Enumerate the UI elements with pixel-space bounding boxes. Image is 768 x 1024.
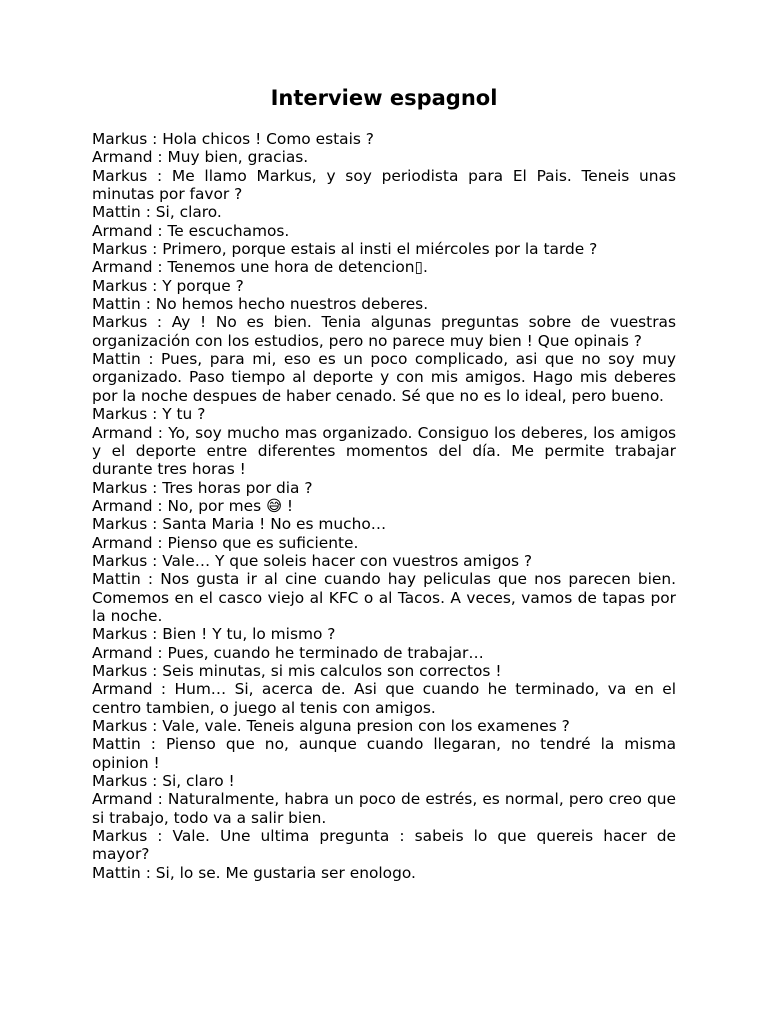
dialogue-line: Armand : Pienso que es suficiente. xyxy=(92,533,359,552)
dialogue-line: Markus : Seis minutas, si mis calculos son correctos ! xyxy=(92,661,502,680)
document-title: Interview espagnol xyxy=(270,86,498,110)
dialogue-line: Mattin : Si, lo se. Me gustaria ser enologo. xyxy=(92,863,416,882)
dialogue-line: Armand : Hum… Si, acerca de. Asi que cuando he terminado, va en el centro tambien, o juego al tenis con amigos. xyxy=(92,680,676,717)
dialogue-line: Markus : Vale, vale. Teneis alguna presion con los examenes ? xyxy=(92,717,570,735)
dialogue-line: Markus : Hola chicos ! Como estais ? xyxy=(92,130,374,148)
dialogue-line: Markus : Me llamo Markus, y soy periodista para El Pais. Teneis unas minutas por favor ? xyxy=(92,166,676,204)
dialogue-line: Markus : Si, claro ! xyxy=(92,772,235,791)
dialogue-line: Markus : Vale… Y que soleis hacer con vuestros amigos ? xyxy=(92,551,533,570)
dialogue-line: Markus : Y porque ? xyxy=(92,276,244,295)
dialogue-line: Markus : Tres horas por dia ? xyxy=(92,478,313,497)
dialogue-line: Mattin : Pues, para mi, eso es un poco complicado, asi que no soy muy organizado. Paso tiempo al deporte y con mis amigos. Hago mis deberes por la noche despues de haber cenado. Sé que no es lo ideal, pero bueno. xyxy=(92,350,676,405)
interview-dialogue xyxy=(92,130,676,882)
dialogue-line: Mattin : No hemos hecho nuestros deberes. xyxy=(92,295,429,314)
dialogue-line: Mattin : Pienso que no, aunque cuando llegaran, no tendré la misma opinion ! xyxy=(92,735,676,772)
dialogue-line: Markus : Vale. Une ultima pregunta : sabeis lo que quereis hacer de mayor? xyxy=(92,827,676,864)
dialogue-line: Armand : Muy bien, gracias. xyxy=(92,148,309,167)
dialogue-line: Armand : Tenemos une hora de detencion▯. xyxy=(92,258,428,277)
dialogue-line: Armand : Naturalmente, habra un poco de estrés, es normal, pero creo que si trabajo, todo va a salir bien. xyxy=(92,790,676,827)
dialogue-line: Markus : Y tu ? xyxy=(92,405,206,424)
dialogue-line: Armand : Yo, soy mucho mas organizado. Consiguo los deberes, los amigos y el deporte entre diferentes momentos del día. Me permite trabajar durante tres horas ! xyxy=(92,423,676,479)
dialogue-line: Armand : Te escuchamos. xyxy=(92,221,290,240)
dialogue-line: Mattin : Nos gusta ir al cine cuando hay peliculas que nos parecen bien. Comemos en el casco viejo al KFC o al Tacos. A veces, vamos de tapas por la noche. xyxy=(92,570,676,625)
dialogue-line: Markus : Santa Maria ! No es mucho… xyxy=(92,515,387,534)
dialogue-line: Armand : Pues, cuando he terminado de trabajar… xyxy=(92,643,484,662)
dialogue-line: Markus : Ay ! No es bien. Tenia algunas preguntas sobre de vuestras organización con los estudios, pero no parece muy bien ! Que opinais ? xyxy=(92,313,676,350)
dialogue-line: Armand : No, por mes 😅 ! xyxy=(92,496,294,515)
dialogue-line: Markus : Bien ! Y tu, lo mismo ? xyxy=(92,625,336,644)
dialogue-line: Markus : Primero, porque estais al insti el miércoles por la tarde ? xyxy=(92,240,598,259)
dialogue-line: Mattin : Si, claro. xyxy=(92,203,222,222)
